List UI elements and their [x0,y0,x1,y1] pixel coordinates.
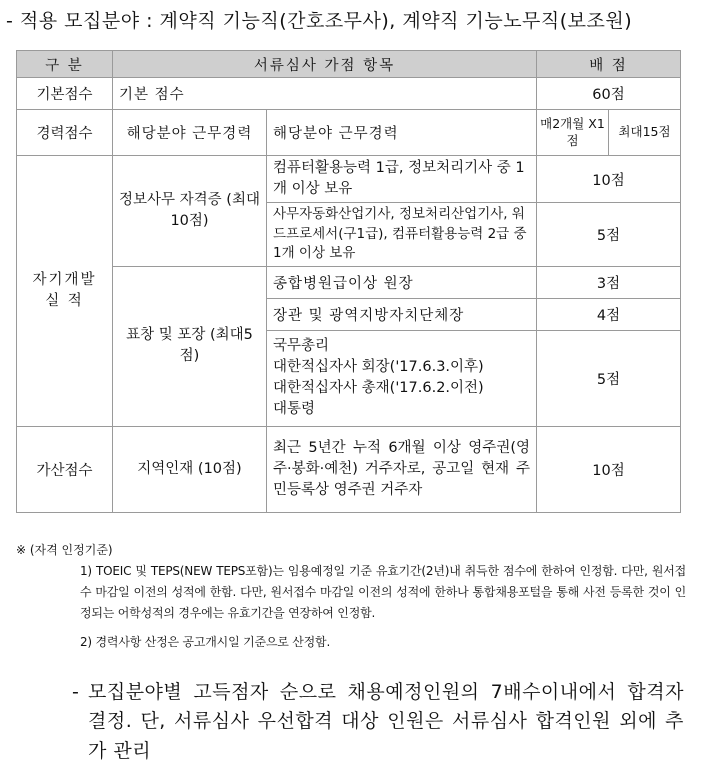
bonus-category: 가산점수 [17,426,113,512]
section-heading: - 적용 모집분야 : 계약직 기능직(간호조무사), 계약직 기능노무직(보조원) [6,10,633,32]
cert-item-2: 사무자동화산업기사, 정보처리산업기사, 워드프로세서(구1급), 컴퓨터활용능력 2급 중 1개 이상 보유 [267,203,537,267]
table-header-row [17,51,681,78]
score-table [16,50,681,513]
header-items: 서류심사 가점 항목 [113,51,537,78]
notes-item-1: 1) TOEIC 및 TEPS(NEW TEPS포함)는 임용예정일 기준 유효기간(2년)내 취득한 점수에 한하여 인정함. 다만, 원서접수 마감일 이전의 성적에 한함. 다만, 원서접수 마감일 이전의 성적에 한하나 통합채용포털을 통해 사전 등록한 것이 인정되는 어학성적의 경우에는 유효기간을 연장하여 인정함. [80,564,686,620]
award-item-2: 장관 및 광역지방자치단체장 [267,298,537,330]
cert-score-2: 5점 [537,203,681,267]
table-row-cert-1 [17,156,681,203]
header-category: 구 분 [17,51,113,78]
award-score-3: 5점 [537,330,681,426]
basic-item: 기본 점수 [113,78,537,110]
selection-note-dash: - [72,681,80,703]
career-rate: 매2개월 X1점 [537,110,609,156]
award-item-1: 종합병원급이상 원장 [267,266,537,298]
header-score: 배 점 [537,51,681,78]
award-score-1: 3점 [537,266,681,298]
basic-score: 60점 [537,78,681,110]
selfdev-category: 자기개발 실 적 [17,156,113,427]
cert-score-1: 10점 [537,156,681,203]
cert-group: 정보사무 자격증 (최대10점) [113,156,267,267]
bonus-item: 최근 5년간 누적 6개월 이상 영주권(영주·봉화·예천) 거주자로, 공고일 현재 주민등록상 영주권 거주자 [267,426,537,512]
notes-item-2: 2) 경력사항 산정은 공고개시일 기준으로 산정함. [80,635,331,649]
table-row-career [17,110,681,156]
table-row-basic [17,78,681,110]
bonus-score: 10점 [537,426,681,512]
career-category: 경력점수 [17,110,113,156]
career-item: 해당분야 근무경력 [267,110,537,156]
career-max: 최대15점 [609,110,681,156]
award-group: 표창 및 포장 (최대5점) [113,266,267,426]
bonus-sub: 지역인재 (10점) [113,426,267,512]
award-score-2: 4점 [537,298,681,330]
award-item-3: 국무총리 대한적십자사 회장('17.6.3.이후) 대한적십자사 총재('17.6.2.이전) 대통령 [267,330,537,426]
notes-section [16,540,686,653]
notes-title: ※ (자격 인정기준) [16,543,113,557]
table-row-award-1 [17,266,681,298]
career-sub: 해당분야 근무경력 [113,110,267,156]
basic-category: 기본점수 [17,78,113,110]
cert-item-1: 컴퓨터활용능력 1급, 정보처리기사 중 1개 이상 보유 [267,156,537,203]
selection-note-text: 모집분야별 고득점자 순으로 채용예정인원의 7배수이내에서 합격자 결정. 단, 서류심사 우선합격 대상 인원은 서류심사 합격인원 외에 추가 관리 [88,681,684,762]
table-row-bonus [17,426,681,512]
selection-note [72,678,684,766]
